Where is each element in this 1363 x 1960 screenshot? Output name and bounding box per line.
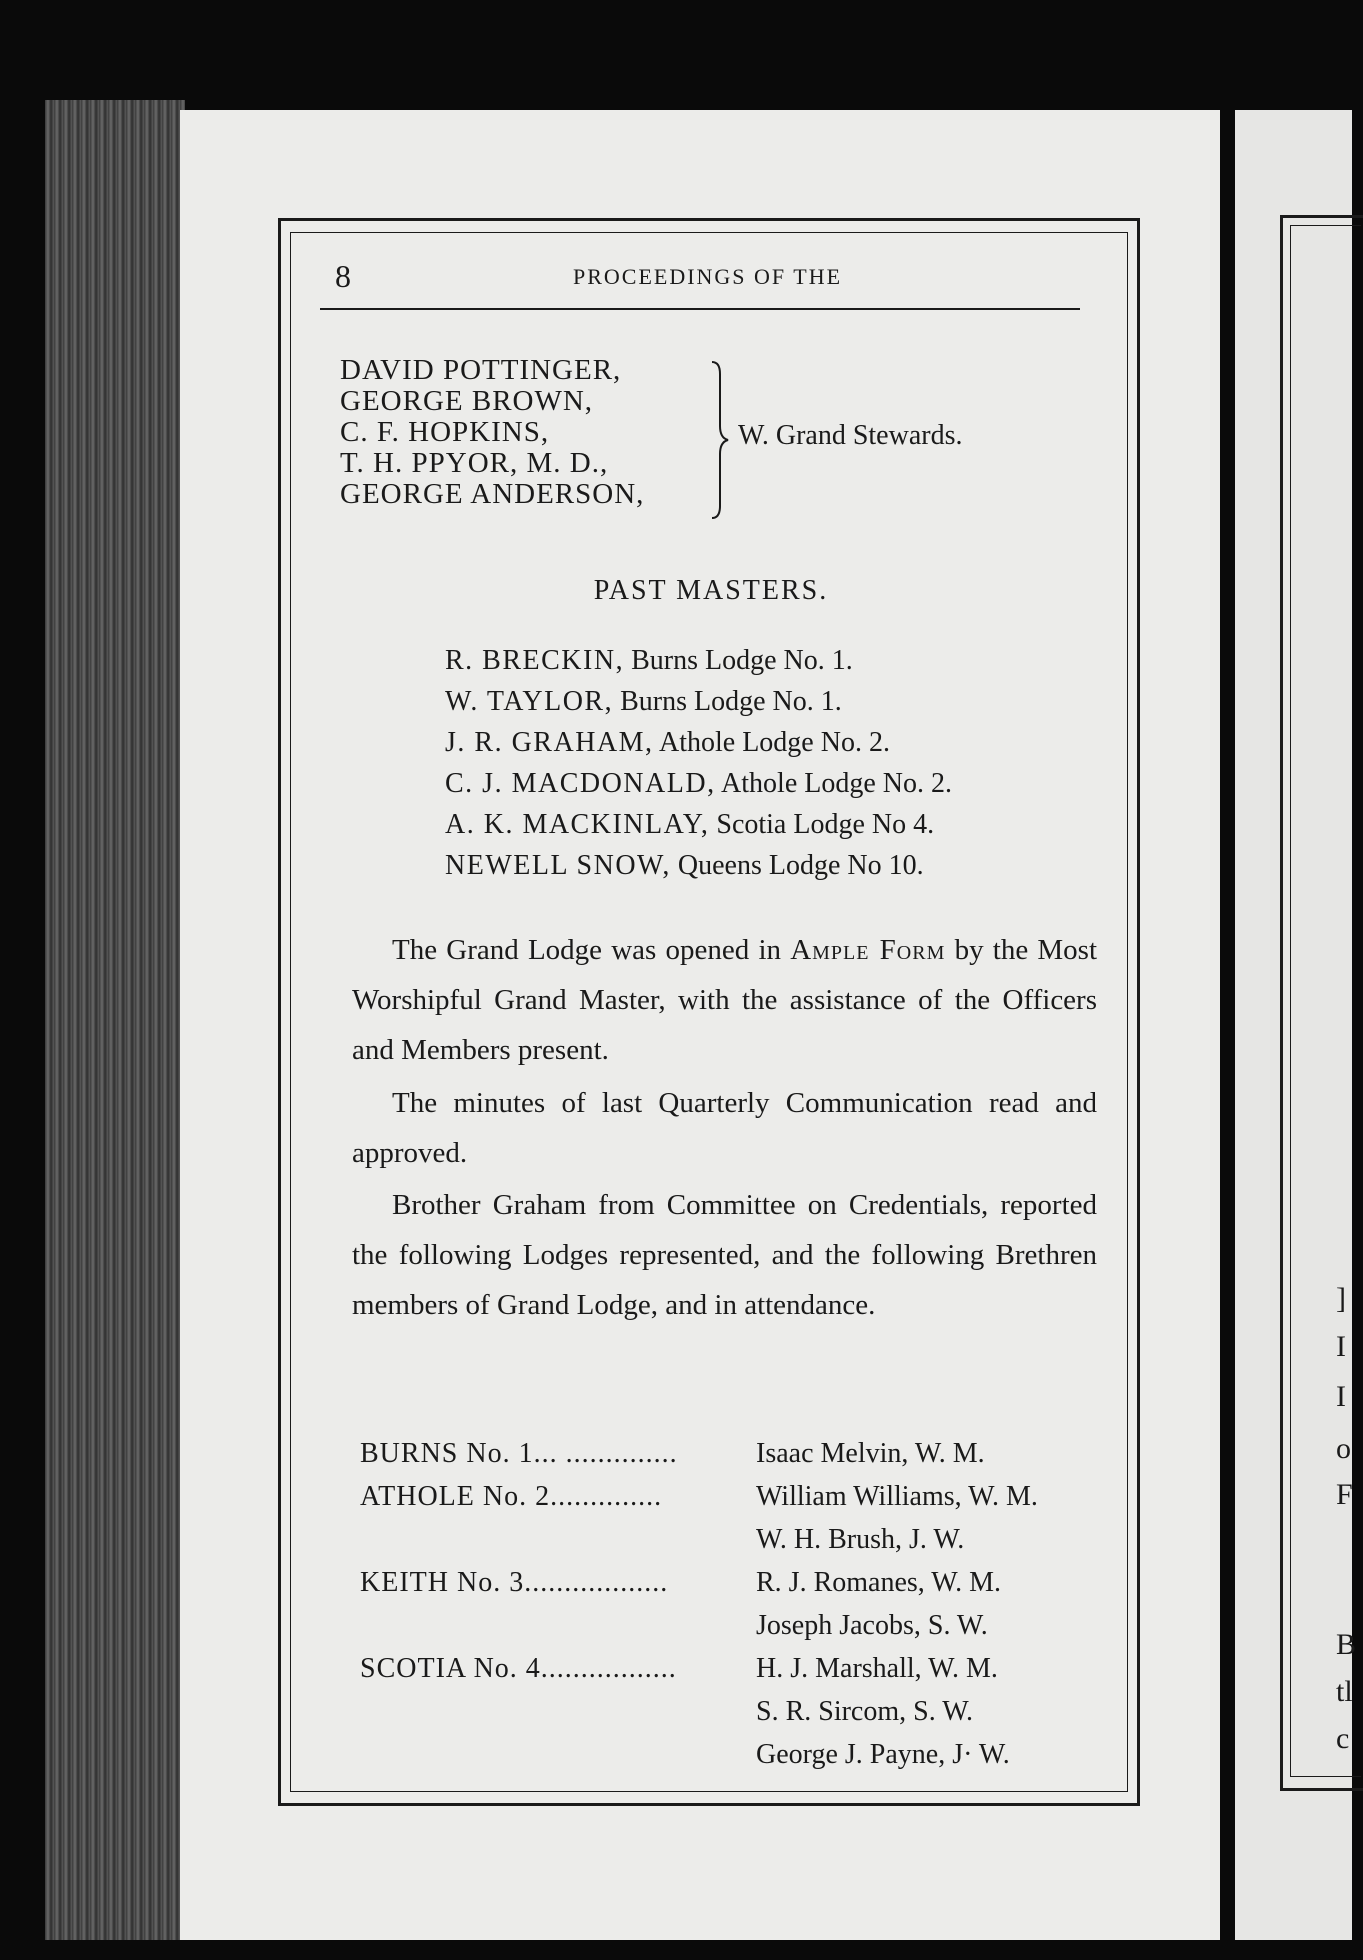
past-master-entry (445, 722, 952, 763)
steward-name: GEORGE ANDERSON, (340, 478, 645, 510)
page-number: 8 (335, 258, 351, 294)
past-master-lodge: Burns Lodge No. 1. (631, 645, 853, 676)
past-masters-heading (0, 575, 1352, 607)
paragraph-credentials-text: Brother Graham from Committee on Credentials, reported the following Lodges represented, and the following Brethren members of Grand Lodge, and in attendance. (352, 1189, 1097, 1321)
paragraph-opening-text-1: The Grand Lodge was opened in (392, 934, 791, 966)
past-masters-heading-text: PAST MASTERS. (593, 575, 829, 606)
paragraph-minutes (352, 1078, 1097, 1178)
representative-row (360, 1432, 1100, 1475)
past-master-entry (445, 640, 952, 681)
header-rule (320, 308, 1080, 310)
representative-row (360, 1561, 1100, 1604)
right-page-fragment: tl (1336, 1675, 1353, 1708)
right-page-fragment: ] (1336, 1282, 1346, 1315)
rep-lodge: ATHOLE No. 2.............. (360, 1481, 663, 1512)
steward-name: T. H. PPYOR, M. D., (340, 447, 609, 479)
rep-lodge: KEITH No. 3.................. (360, 1567, 669, 1598)
rep-member: Joseph Jacobs, S. W. (756, 1610, 988, 1641)
past-master-lodge: Burns Lodge No. 1. (620, 686, 842, 717)
rep-member: S. R. Sircom, S. W. (756, 1696, 974, 1727)
past-master-lodge: Athole Lodge No. 2. (721, 768, 953, 799)
paragraph-opening (352, 925, 1097, 1075)
rep-member: William Williams, W. M. (756, 1481, 1038, 1512)
past-master-name: R. BRECKIN, (445, 645, 625, 676)
right-page-fragment: B (1336, 1628, 1357, 1661)
past-master-entry (445, 681, 952, 722)
rep-lodge: BURNS No. 1... .............. (360, 1438, 678, 1469)
representative-row (360, 1690, 1100, 1733)
curly-brace-icon (708, 360, 732, 520)
representative-row (360, 1518, 1100, 1561)
steward-name: DAVID POTTINGER, (340, 354, 622, 386)
paragraph-credentials (352, 1180, 1097, 1330)
representative-row (360, 1604, 1100, 1647)
past-master-entry (445, 763, 952, 804)
steward-name: GEORGE BROWN, (340, 385, 594, 417)
right-page-fragment: F (1336, 1478, 1353, 1511)
past-master-lodge: Scotia Lodge No 4. (716, 809, 935, 840)
past-master-name: NEWELL SNOW, (445, 850, 671, 881)
past-master-lodge: Queens Lodge No 10. (677, 850, 924, 881)
ample-form-text: Ample Form (790, 934, 946, 966)
running-head: PROCEEDINGS OF THE (572, 264, 843, 289)
right-page-frame-inner (1290, 225, 1361, 1777)
past-masters-list (445, 640, 952, 886)
past-master-lodge: Athole Lodge No. 2. (659, 727, 890, 758)
stewards-title: W. Grand Stewards. (738, 420, 963, 451)
rep-member: R. J. Romanes, W. M. (756, 1567, 1002, 1598)
rep-lodge: SCOTIA No. 4................. (360, 1653, 677, 1684)
stewards-list (340, 355, 644, 510)
right-page-fragment: I (1336, 1330, 1346, 1363)
rep-member: W. H. Brush, J. W. (756, 1524, 965, 1555)
paragraph-minutes-text: The minutes of last Quarterly Communication read and approved. (352, 1087, 1097, 1169)
past-master-name: J. R. GRAHAM, (445, 727, 654, 758)
representative-row (360, 1475, 1100, 1518)
representative-row (360, 1733, 1100, 1776)
right-page-fragment: c (1336, 1722, 1350, 1755)
book-edge (45, 100, 185, 1940)
right-page-fragment: o (1336, 1432, 1351, 1465)
right-page-fragment: I (1336, 1380, 1346, 1413)
steward-name: C. F. HOPKINS, (340, 416, 550, 448)
page-header (335, 258, 1080, 298)
paragraph-opening-text-2: by the Most Worshipful Grand Master, with the assistance of the Officers and Members present. (352, 934, 1098, 1066)
past-master-entry (445, 804, 952, 845)
representative-row (360, 1647, 1100, 1690)
past-master-name: W. TAYLOR, (445, 686, 614, 717)
rep-member: H. J. Marshall, W. M. (756, 1653, 998, 1684)
rep-member: Isaac Melvin, W. M. (756, 1438, 985, 1469)
representatives-list (360, 1432, 1100, 1776)
past-master-name: A. K. MACKINLAY, (445, 809, 710, 840)
past-master-entry (445, 845, 952, 886)
rep-member: George J. Payne, J· W. (756, 1739, 1010, 1770)
past-master-name: C. J. MACDONALD, (445, 768, 716, 799)
